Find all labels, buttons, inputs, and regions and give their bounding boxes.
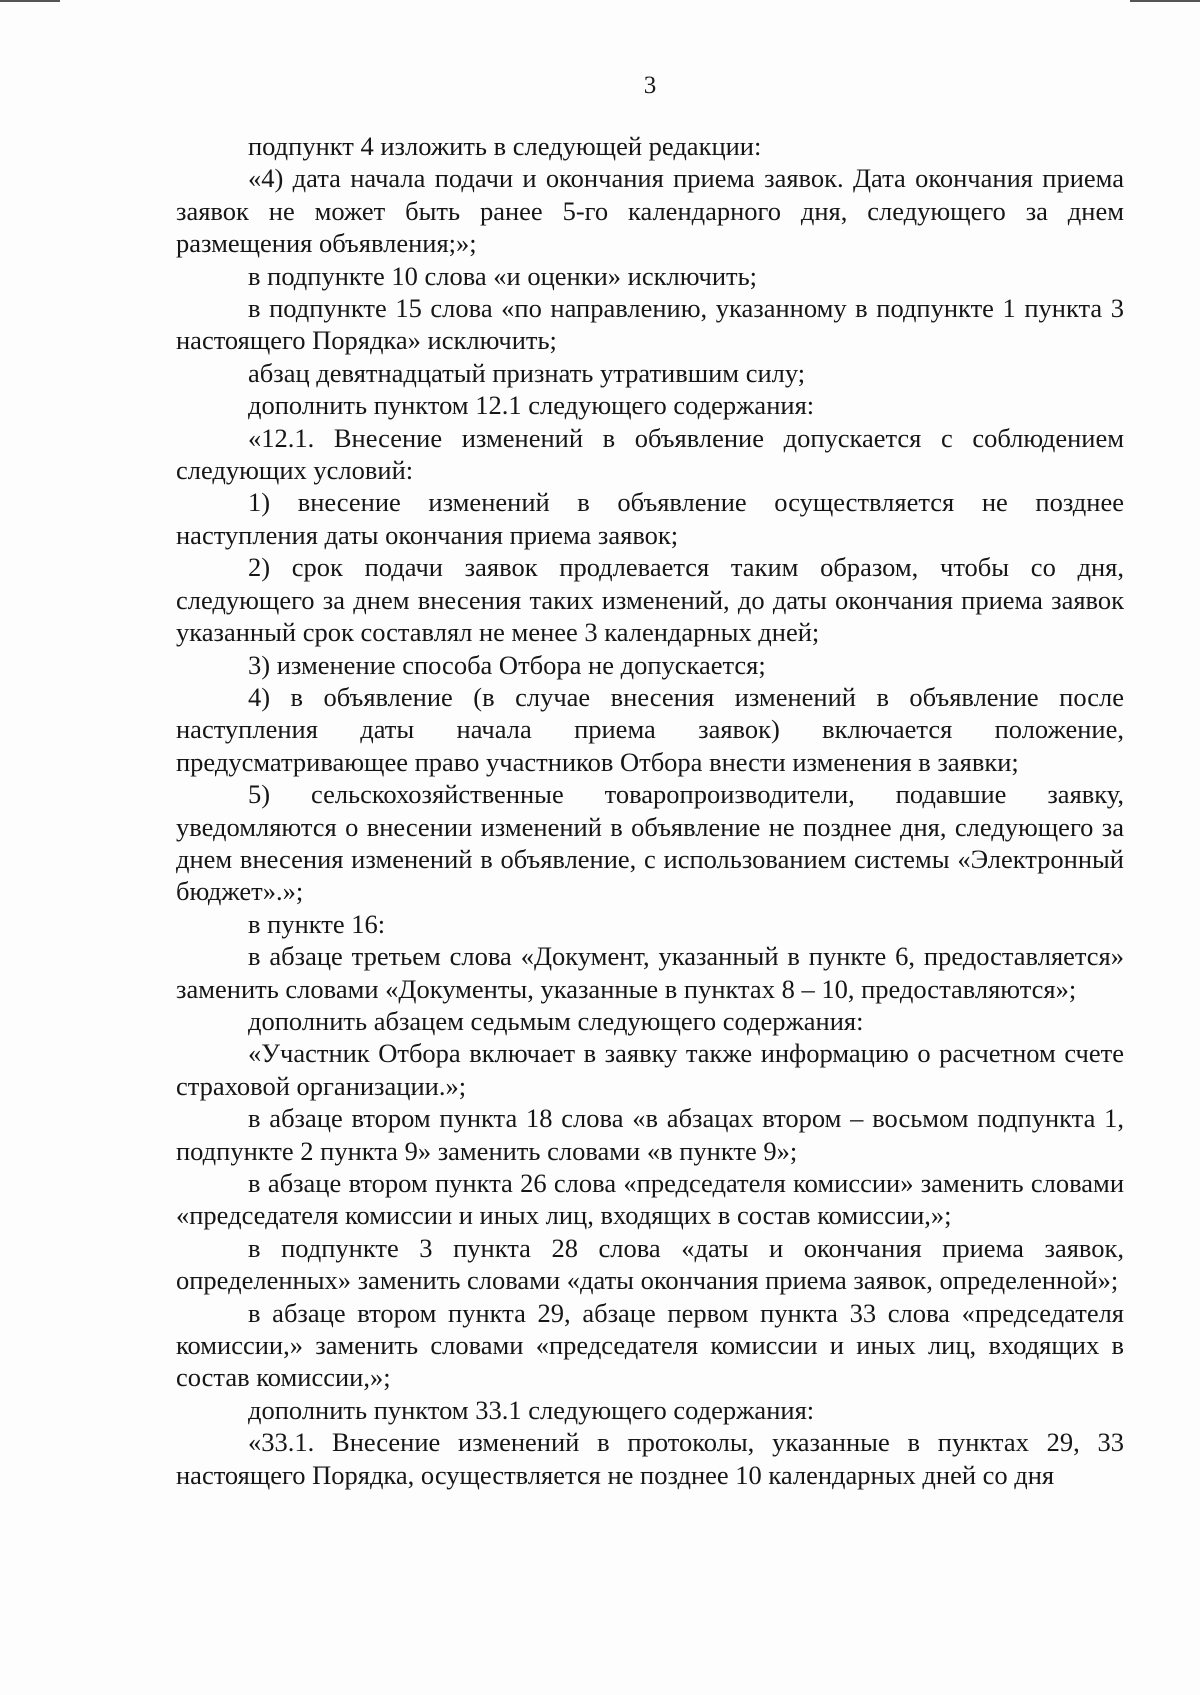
paragraph: «12.1. Внесение изменений в объявление допускается с соблюдением следующих условий: [176, 422, 1124, 486]
page-number: 3 [643, 72, 657, 99]
paragraph: в абзаце втором пункта 29, абзаце первом пункта 33 слова «председателя комиссии,» заменить словами «председателя комиссии и иных лиц, входящих в состав комиссии,»; [176, 1297, 1124, 1393]
paragraph: в абзаце втором пункта 18 слова «в абзацах втором – восьмом подпункта 1, подпункте 2 пункта 9» заменить словами «в пункте 9»; [176, 1103, 1124, 1166]
paragraph: 1) внесение изменений в объявление осуществляется не позднее наступления даты окончания приема заявок; [176, 487, 1124, 550]
paragraph: «4) дата начала подачи и окончания приема заявок. Дата окончания приема заявок не может быть ранее 5-го календарного дня, следующего за днем размещения объявления;»; [176, 163, 1124, 259]
paragraph: подпункт 4 изложить в следующей редакции: [248, 131, 762, 161]
paragraph: «33.1. Внесение изменений в протоколы, указанные в пунктах 29, 33 настоящего Порядка, осуществляется не позднее 10 календарных дней со дня [176, 1427, 1124, 1490]
paragraph: в подпункте 10 слова «и оценки» исключить; [248, 260, 758, 291]
paragraph: 4) в объявление (в случае внесения изменений в объявление после наступления даты начала приема заявок) включается положение, предусматривающее право участников Отбора внести изменения в заявки; [176, 681, 1124, 777]
scan-edge-mark-left [0, 0, 60, 2]
paragraph: дополнить пунктом 33.1 следующего содержания: [248, 1394, 815, 1425]
scan-edge-mark-right [1130, 0, 1200, 2]
paragraph: 2) срок подачи заявок продлевается таким образом, чтобы со дня, следующего за днем внесения таких изменений, до даты окончания приема заявок указанный срок составлял не менее 3 календарных дней; [176, 552, 1124, 648]
paragraph: 3) изменение способа Отбора не допускается; [248, 649, 766, 680]
paragraph: дополнить пунктом 12.1 следующего содержания: [248, 390, 815, 421]
paragraph: в абзаце третьем слова «Документ, указанный в пункте 6, предоставляется» заменить словами «Документы, указанные в пунктах 8 – 10, предоставляются»; [176, 941, 1124, 1004]
paragraph: «Участник Отбора включает в заявку также информацию о расчетном счете страховой организации.»; [176, 1038, 1124, 1101]
paragraph: в подпункте 15 слова «по направлению, указанному в подпункте 1 пункта 3 настоящего Порядка» исключить; [176, 293, 1124, 356]
document-body [176, 130, 1124, 1491]
paragraph: в подпункте 3 пункта 28 слова «даты и окончания приема заявок, определенных» заменить словами «даты окончания приема заявок, определенной»; [176, 1232, 1124, 1296]
paragraph: в пункте 16: [248, 908, 386, 939]
paragraph: 5) сельскохозяйственные товаропроизводители, подавшие заявку, уведомляются о внесении изменений в объявление не позднее дня, следующего за днем внесения изменений в объявление, с использованием системы «Электронный бюджет».»; [176, 779, 1124, 907]
paragraph: абзац девятнадцатый признать утратившим силу; [248, 357, 806, 388]
paragraph: дополнить абзацем седьмым следующего содержания: [248, 1005, 864, 1036]
paragraph: в абзаце втором пункта 26 слова «председателя комиссии» заменить словами «председателя комиссии и иных лиц, входящих в состав комиссии,»; [176, 1168, 1124, 1231]
